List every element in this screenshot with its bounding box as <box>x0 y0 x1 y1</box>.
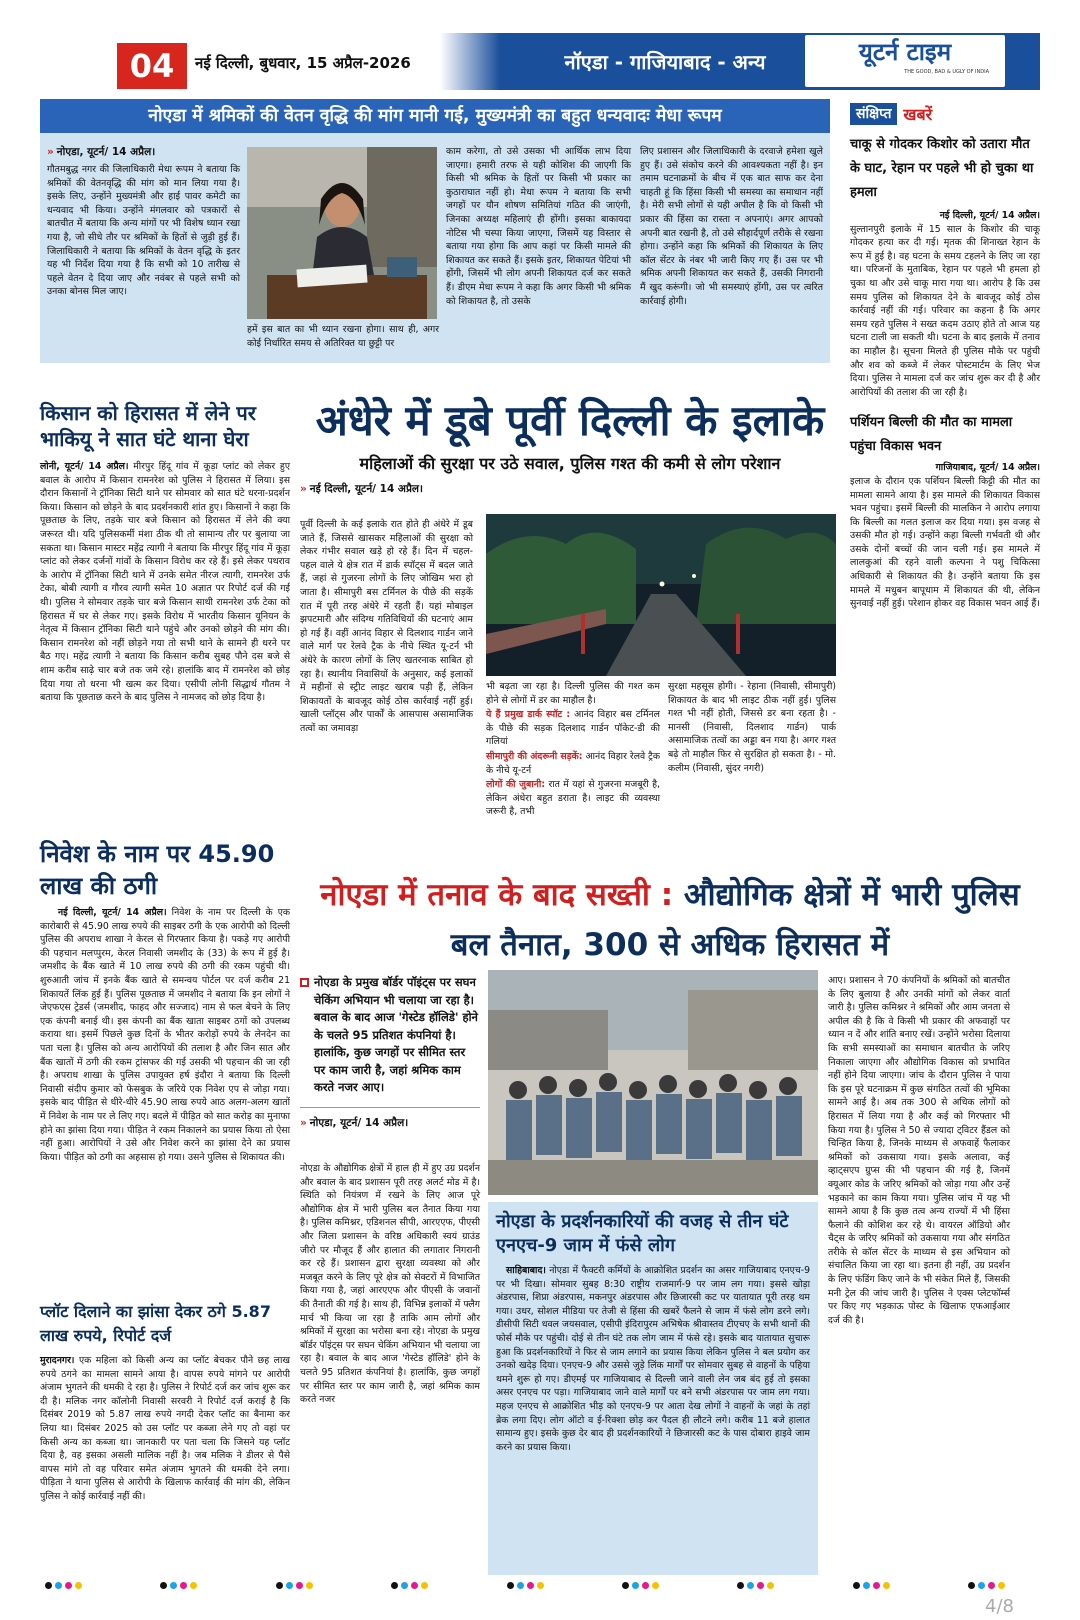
square-bullet-icon <box>300 978 309 987</box>
lead-byline: » नोएडा, यूटर्न/ 14 अप्रैल। <box>47 146 156 158</box>
brief-item-1-headline: चाकू से गोदकर किशोर को उतारा मौत के घाट, रेहान पर पहले भी हो चुका था हमला <box>850 137 1034 200</box>
masthead <box>40 33 1040 90</box>
jam-text: साहिबाबाद। नोएडा में फैक्टरी कर्मियों के आक्रोशित प्रदर्शन का असर गाजियाबाद एनएच-9 पर भी दिखा। सोमवार सुबह 8:30 राष्ट्रीय राजमार्ग-9 पर जाम लग गया। इससे खोड़ा अंडरपास, शिप्रा अंडरपास, मकनपुर अंडरपास और छिजारसी कट पर यातायात पूरी तरह थम गया। उधर, सोशल मीडिया पर तेजी से हिंसा की खबरें फैलने से जाम में फंसे लोग डरने लगे। डीसीपी सिटी धवल जयसवाल, एसीपी इंदिरापुरम अभिषेक श्रीवास्तव टीएचए के सभी थानों की फोर्स मौके पर पहुंची। दोई से तीन घंटे तक लोग जाम में फंसे रहे। इसके बाद यातायात सुचारू हुआ कि प्रदर्शनकारियों ने फिर से जाम लगाने का प्रयास किया लेकिन पुलिस ने बल प्रयोग कर उनको खदेड़ दिया। एनएच-9 और उससे जुड़े लिंक मार्गों पर सोमवार सुबह से वाहनों के पहिया थमने शुरू हो गए। डीएमई पर गाजियाबाद से दिल्ली जाने वाली लेन जब बंद हुई तो इसका असर एनएच पर पड़ा। गाजियाबाद जाने वाले मार्गों पर बने सभी अंडरपास पर जाम लग गया। महज एनएच से आक्रोशित भीड़ को एनएच-9 पर आता देख लोगों ने वाहनों के जहां के तहां ब्रेक लगा दिए। लोग ऑटो व ई-रिक्शा छोड़ कर पैदल ही लौटने लगे। करीब 11 बजे हालात सामान्य हुए। इसके कुछ देर बाद ही प्रदर्शनकारियों ने छिजारसी कट के पास दोबारा हाइवे जाम करने का प्रयास किया। <box>496 1265 810 1453</box>
andhere-story <box>300 396 840 866</box>
tanav-headline-blue: औद्योगिक क्षेत्रों में भारी पुलिस बल तैनात, 300 से अधिक हिरासत में <box>450 877 1020 963</box>
tanav-col-1: नोएडा के औद्योगिक क्षेत्रों में हाल ही में हुए उग्र प्रदर्शन और बवाल के बाद प्रशासन पूरी तरह अलर्ट मोड में है। स्थिति को नियंत्रण में रखने के लिए आज पूरे औद्योगिक क्षेत्र में भारी पुलिस बल तैनात किया गया है। पुलिस कमिश्नर, एडिशनल सीपी, आरएएफ, पीएसी और जिला प्रशासन के वरिष्ठ अधिकारी स्वयं ग्राउंड जीरो पर मौजूद हैं और हालात की लगातार निगरानी कर रहे हैं। प्रशासन द्वारा सुरक्षा व्यवस्था को और मजबूत करने के लिए पूरे क्षेत्र को सेक्टरों में विभाजित किया गया है, जहां आरएएफ और पीएसी के जवानों की तैनाती की गई है। साथ ही, विभिन्न इलाकों में फ्लैग मार्च भी किया जा रहा है ताकि आम लोगों और श्रमिकों में सुरक्षा का भरोसा बना रहे। नोएडा के प्रमुख बॉर्डर पॉइंट्स पर सघन चेकिंग अभियान भी चलाया जा रहा है। बवाल के बाद आज 'गेस्टेड हॉलिडे' होने के चलते 95 प्रतिशत कंपनियां है। हालांकि, कुछ जगहों पर सीमित स्तर पर काम जारी है, जहां श्रमिक काम करते नजर <box>300 1163 480 1406</box>
tanav-byline: » नोएडा, यूटर्न/ 14 अप्रैल। <box>300 1107 480 1130</box>
color-dots-icon <box>45 1582 82 1589</box>
jam-headline: नोएडा के प्रदर्शनकारियों की वजह से तीन घंटे एनएच-9 जाम में फंसे लोग <box>496 1211 789 1256</box>
brief-item-2-text: गाजियाबाद, यूटर्न/ 14 अप्रैल। इलाज के दौरान एक पर्शियन बिल्ली किट्टी की मौत का मामला सामने आया है। इस मामले की शिकायत विकास भवन पहुंचा। इसमें बिल्ली की मालकिन ने आरोप लगाया कि बिल्ली का गलत इलाज कर दिया गया। इस वजह से उसकी मौत हो गई। उन्होंने कहा बिल्ली गर्भवती थी और उसके दोनों बच्चों की जान चली गई। इस मामले में लालकुआं की रहने वाली कल्पना ने पशु चिकित्सा अधिकारी से शिकायत की है। उन्होंने बताया कि इस मामले में मधुबन बापूधाम में शिकायत की थी, लेकिन सुनवाई नहीं हुई। परेशान होकर वह विकास भवन आई हैं। <box>850 462 1040 610</box>
brief-item-1-text: नई दिल्ली, यूटर्न/ 14 अप्रैल। सुल्तानपुरी इलाके में 15 साल के किशोर की चाकू गोदकर हत्या कर दी गई। मृतक की शिनाख्त रेहान के रूप में हुई है। वह घटना के समय टहलने के लिए जा रहा था। परिजनों के मुताबिक, रेहान पर पहले भी हमला हो चुका था और उसे चाकू मारा गया था। आरोप है कि उस समय पुलिस को शिकायत देने के बावजूद कोई ठोस कार्रवाई नहीं की गई। परिवार का कहना है कि अगर समय रहते पुलिस ने सख्त कदम उठाए होते तो आज यह घटना टाली जा सकती थी। घटना के बाद इलाके में तनाव का माहौल है। सूचना मिलते ही पुलिस मौके पर पहुंची और शव को कब्जे में लेकर पोस्टमार्टम के लिए भेज दिया। पुलिस ने मामला दर्ज कर जांच शुरू कर दी है और आरोपियों की तलाश की जा रही है। <box>850 210 1040 398</box>
lead-col-1 <box>47 145 240 300</box>
logo-tagline: THE GOOD, BAD & UGLY OF INDIA <box>904 69 989 75</box>
brief-item-1 <box>850 133 1040 399</box>
plot-headline: प्लॉट दिलाने का झांसा देकर ठगे 5.87 लाख रुपये, रिपोर्ट दर्ज <box>40 1302 271 1345</box>
color-dots-icon <box>968 1582 1005 1589</box>
lead-col-3: काम करेगा, तो उसे उसका भी आर्थिक लाभ दिया जाएगा। हमारी तरफ से यही कोशिश की जाएगी कि किसी भी श्रमिक के हितों पर किसी भी प्रकार का कुठाराघात नहीं हो। मेधा रूपम ने बताया कि सभी जगहों पर यौन शोषण समितियां गठित की जाएंगी, जिनका अध्यक्ष महिलाएं ही होंगी। इसका बाकायदा नोटिस भी चस्पा किया जाएगा, जिसमें यह विस्तार से बताया गया होगा कि आप कहां पर किसी मामले की शिकायत कर सकते हैं। इसके इतर, शिकायत पेटियां भी होंगी, जिसमें भी लोग अपनी शिकायत दर्ज कर सकते हैं। डीएम मेधा रूपम ने कहा कि अगर किसी भी श्रमिक को शिकायत है, तो उसके <box>446 146 631 307</box>
lead-col-1-text: गौतमबुद्ध नगर की जिलाधिकारी मेधा रूपम ने बताया कि श्रमिकों की वेतनवृद्धि की मांग को मान लिया गया है। इसके लिए, उन्होंने मुख्यमंत्री और हाई पावर कमेटी का धन्यवाद भी किया। उन्होंने मंगलवार को पत्रकारों से बातचीत में बताया कि अन्य मांगों पर भी विशेष ध्यान रखा गया है, जो सीधे तौर पर श्रमिकों के हितों से जुड़ी हुई हैं। जिलाधिकारी ने बताया कि श्रमिकों के वेतन वृद्धि के इतर यह भी निर्देश दिया गया है कि सभी को 10 तारीख से पहले वेतन दे दिया जाए और नवंबर से पहले सभी को उनका बोनस मिल जाए। <box>47 164 240 298</box>
protest-crowd-photo <box>488 970 818 1195</box>
page-number: 04 <box>129 47 175 85</box>
color-dots-icon <box>737 1582 774 1589</box>
lead-col-4: लिए प्रशासन और जिलाधिकारी के दरवाजे हमेशा खुले हुए हैं। उसे संकोच करने की आवश्यकता नहीं है। इन तमाम घटनाक्रमों के बीच में एक बात साफ कर देना चाहती हूं कि हिंसा किसी भी समस्या का समाधान नहीं है। मेरी सभी लोगों से यही अपील है कि वो किसी भी प्रकार की हिंसा का रास्ता न अपनाएं। अगर आपको अपनी बात रखनी है, तो उसे सौहार्दपूर्ण तरीके से रखना होगा। उन्होंने कहा कि श्रमिकों की शिकायत के लिए कॉल सेंटर के नंबर भी जारी किए गए हैं। उस पर भी श्रमिक अपनी शिकायत कर सकते हैं, उसकी निगरानी मैं खुद करूंगी। जो भी समस्याएं होंगी, उस पर त्वरित कार्रवाई होगी। <box>640 146 823 307</box>
tanav-headline-red: नोएडा में तनाव के बाद सख्ती : <box>320 877 674 913</box>
color-dots-icon <box>853 1582 890 1589</box>
brief-label-box: संक्षिप्त <box>850 103 897 125</box>
kisan-story <box>40 400 290 706</box>
lead-headline-banner <box>40 99 830 133</box>
page-number-box <box>117 43 187 89</box>
chevron-icon: » <box>47 146 54 158</box>
lead-photo-caption: हमें इस बात का भी ध्यान रखना होगा। साथ ही, अगर कोई निर्धारित समय से अतिरिक्त या छुट्टी पर <box>247 324 439 349</box>
brief-item-2 <box>850 411 1040 611</box>
jam-box <box>488 1202 818 1575</box>
plot-text: मुरादनगर। एक महिला को किसी अन्य का प्लॉट बेचकर पौने छह लाख रुपये ठगने का मामला सामने आया है। वापस रुपये मांगने पर आरोपी अंजाम भुगतने की धमकी दे रहा है। पुलिस ने रिपोर्ट दर्ज कर जांच शुरू कर दी है। मलिक नगर कॉलोनी निवासी सरवरी ने रिपोर्ट दर्ज कराई है कि दिसंबर 2019 को 5.87 लाख रुपये नगदी देकर प्लॉट का बैनामा कर लिया था। दिसंबर 2025 को उस प्लॉट पर कब्जा लेने गए तो वहां पर किसी अन्य का कब्जा था। जानकारी पर पता चला कि जिसने यह प्लॉट दिया है, वह इसका असली मालिक नहीं है। जब मलिक ने डीलर से पैसे वापस मांगे तो वह परिवार समेत अंजाम भुगतने की धमकी देने लगा। पीड़िता ने थाना पुलिस से आरोपी के खिलाफ कार्रवाई की मांग की, लेकिन पुलिस ने कोई कार्रवाई नहीं की। <box>40 1355 290 1502</box>
chevron-icon: » <box>300 483 307 495</box>
brief-label: खबरें <box>903 105 933 124</box>
andhere-photo <box>486 514 836 676</box>
logo-box <box>805 35 1005 87</box>
color-dots-icon <box>276 1582 313 1589</box>
peoples-voice: लोगों की जुबानी: रात में यहां से गुजरना मजबूरी है, लेकिन अंधेरा बहुत डराता है। लाइट की व्यवस्था जरूरी है, तभी <box>486 779 660 818</box>
dark-street-photo <box>486 514 836 676</box>
brief-item-2-headline: पर्शियन बिल्ली की मौत का मामला पहुंचा विकास भवन <box>850 415 1013 455</box>
header-dateline: नई दिल्ली, बुधवार, 15 अप्रैल-2026 <box>195 54 411 72</box>
andhere-col-2: भी बढ़ता जा रहा है। दिल्ली पुलिस की गश्त कम होने से लोगों में डर का माहौल है। ये हैं प्रमुख डार्क स्पॉट : आनंद विहार बस टर्मिनल के पीछे की सड़क दिलशाद गार्डन पॉकेट-डी की गलियां सीमापुरी की अंदरूनी सड़कें: आनंद विहार रेलवे ट्रैक के नीचे यू-टर्न लोगों की जुबानी: रात में यहां से गुजरना मजबूरी है, लेकिन अंधेरा बहुत डराता है। लाइट की व्यवस्था जरूरी है, तभी <box>486 681 660 818</box>
page-counter: 4/8 <box>985 1596 1014 1617</box>
seemapuri: सीमापुरी की अंदरूनी सड़कें: आनंद विहार रेलवे ट्रैक के नीचे यू-टर्न <box>486 750 660 776</box>
kisan-text: लोनी, यूटर्न/ 14 अप्रैल। मीरपुर हिंदू गांव में कूड़ा प्लांट को लेकर हुए बवाल के आरोप में किसान रामनरेश को पुलिस ने हिरासत में लिया। इस दौरान किसानों ने ट्रॉनिका सिटी थाने पर सोमवार को सात घंटे धरना-प्रदर्शन किया। किसान को छोड़ने के बाद प्रदर्शनकारी शांत हुए। किसानों ने कहा कि पूछताछ के लिए, तड़के चार बजे किसान को हिरासत में लेने की क्या जरूरत थी। यदि पुलिसकर्मी मंशा ठीक थी तो सामान्य तौर पर बुलाया जा सकता था। किसान मास्टर महेंद्र त्यागी ने बताया कि मीरपुर हिंदू गांव में कूड़ा प्लांट को लेकर दर्जनों गांवों के किसान विरोध कर रहे हैं। इसे लेकर पथराव के आरोप में ट्रॉनिका सिटी थाने में उनके समेत नीरज त्यागी, रामनरेश उर्फ टेका, बोबी त्यागी व गौरव त्यागी समेत 10 अज्ञात पर रिपोर्ट दर्ज की गई थी। पुलिस ने सोमवार तड़के चार बजे किसान साथी रामनरेश उर्फ टेका को हिरासत में घर से लेकर गए। इसके विरोध में भारतीय किसान यूनियन के नेतृत्व में किसान ट्रॉनिका सिटी थाने पहुंचे और उनको छोड़ने की मांग की। किसान रामनरेश को नहीं छोड़ने गया तो सभी थाने के सामने ही धरने पर बैठ गए। महेंद्र त्यागी ने बताया कि किसान करीब सुबह पौने दस बजे से शाम करीब साढ़े चार बजे तक जमे रहे। हालांकि बाद में रामनरेश को छोड़ दिया गया तो धरना भी खत्म कर दिया। एसीपी लोनी सिद्धार्थ गौतम ने बताया कि पूछताछ करने के बाद पुलिस ने नामजद को छोड़ दिया है। <box>40 461 291 704</box>
registration-marks <box>45 1582 1005 1589</box>
official-at-desk-photo <box>247 147 437 319</box>
color-dots-icon <box>622 1582 659 1589</box>
tanav-highlight: नोएडा के प्रमुख बॉर्डर पॉइंट्स पर सघन चेकिंग अभियान भी चलाया जा रहा है। बवाल के बाद आज 'गेस्टेड हॉलिडे' होने के चलते 95 प्रतिशत कंपनियां है। हालांकि, कुछ जगहों पर सीमित स्तर पर काम जारी है, जहां श्रमिक काम करते नजर आए। <box>314 975 478 1094</box>
lead-headline: नोएडा में श्रमिकों की वेतन वृद्धि की मांग मानी गई, मुख्यमंत्री का बहुत धन्यवादः मेधा रूपम <box>148 106 722 126</box>
tanav-story <box>300 870 1040 1575</box>
chevron-icon: » <box>300 1116 307 1129</box>
tanav-col-3: आए। प्रशासन ने 70 कंपनियों के श्रमिकों को बातचीत के लिए बुलाया है और उनकी मांगों को लेकर वार्ता जारी है। पुलिस कमिश्नर ने श्रमिकों और आम जनता से अपील की है कि वे किसी भी प्रकार की अफवाहों पर ध्यान न दें और शांति बनाए रखें। उन्होंने भरोसा दिलाया कि सभी समस्याओं का समाधान बातचीत के जरिए निकाला जाएगा और औद्योगिक विकास को प्रभावित नहीं होने दिया जाएगा। जांच के दौरान पुलिस ने पाया कि इस पूरे घटनाक्रम में कुछ संगठित तत्वों की भूमिका सामने आई है। अब तक 300 से अधिक लोगों को हिरासत में लिया गया है और कई को गिरफ्तार भी किया गया है। पुलिस ने 50 से ज्यादा ट्विटर हैंडल को चिन्हित किया है, जिनके माध्यम से अफवाहें फैलाकर श्रमिकों को उकसाया गया। इसके अलावा, कई व्हाट्सएप ग्रुप्स की भी पहचान की गई है, जिनमें क्यूआर कोड के जरिए श्रमिकों को जोड़ा गया और उन्हें भड़काने का काम किया गया। पुलिस जांच में यह भी सामने आया है कि कुछ तत्व अन्य राज्यों में भी हिंसा फैलाने की कोशिश कर रहे थे। वायरल ऑडियो और चैट्स के जरिए श्रमिकों को उकसाया गया और संगठित तरीके से कॉल सेंटर के माध्यम से इस अभियान को संचालित किया जा रहा था। इतना ही नहीं, उग्र प्रदर्शन के लिए फंडिंग किए जाने के भी संकेत मिले हैं, जिसकी मनी ट्रेल की जांच जारी है। पुलिस ने एक्स प्लेटफॉर्म्स पर किए गए भड़काऊ पोस्ट के खिलाफ एफआईआर दर्ज की है। <box>828 975 1010 1326</box>
andhere-byline: » नई दिल्ली, यूटर्न/ 14 अप्रैल। <box>300 483 424 495</box>
nivesh-story <box>40 838 290 1165</box>
tanav-headline <box>300 870 1040 970</box>
tanav-photo <box>488 970 818 1195</box>
dark-spots: ये हैं प्रमुख डार्क स्पॉट : आनंद विहार बस टर्मिनल के पीछे की सड़क दिलशाद गार्डन पॉकेट-डी की गलियां <box>486 709 660 748</box>
brief-header <box>850 103 1040 125</box>
andhere-col-3: सुरक्षा महसूस होगी। - रेहाना (निवासी, सीमापुरी) शिकायत के बाद भी लाइट ठीक नहीं हुई। पुलिस गश्त भी नहीं होती, जिससे डर बना रहता है। - मानसी (निवासी, दिलशाद गार्डन) पार्क असामाजिक तत्वों का अड्डा बन गया है। अगर गश्त बढ़े तो माहौल फिर से सुरक्षित हो सकता है। - मो. कलीम (निवासी, सुंदर नगरी) <box>668 681 836 774</box>
color-dots-icon <box>507 1582 544 1589</box>
andhere-col-1: पूर्वी दिल्ली के कई इलाके रात होते ही अंधेरे में डूब जाते हैं, जिससे खासकर महिलाओं की सुरक्षा को लेकर गंभीर सवाल खड़े हो रहे हैं। दिन में चहल-पहल वाले ये क्षेत्र रात में डार्क स्पॉट्स में बदल जाते हैं, जहां से गुजरना लोगों के लिए जोखिम भरा हो जाता है। सीमापुरी बस टर्मिनल के पीछे की सड़कें रात में पूरी तरह अंधेरे में रहती हैं। यहां मोबाइल झपटमारी और संदिग्ध गतिविधियों की घटनाएं आम हो गई हैं। वहीं आनंद विहार से दिलशाद गार्डन जाने वाले मार्ग पर रेलवे ट्रैक के नीचे स्थित यू-टर्न भी अंधेरे के कारण लोगों के लिए खतरनाक साबित हो रहा है। स्थानीय निवासियों के अनुसार, कई इलाकों में महीनों से स्ट्रीट लाइट खराब पड़ी हैं, लेकिन शिकायतों के बावजूद कोई ठोस कार्रवाई नहीं हुई। खाली प्लॉट्स और पार्कों के आसपास असामाजिक तत्वों का जमावड़ा <box>300 519 473 734</box>
nivesh-text: नई दिल्ली, यूटर्न/ 14 अप्रैल। निवेश के नाम पर दिल्ली के एक कारोबारी से 45.90 लाख रुपये की साइबर ठगी के एक आरोपी को दिल्ली पुलिस की अपराध शाखा ने केरल से गिरफ्तार किया है। पकड़े गए आरोपी की पहचान मलप्पुरम, केरल निवासी जमशीद के (33) के रूप में हुई है। जमशीद के बैंक खाते में 10 लाख रुपये की ठगी की रकम पहुंची थी। शुरुआती जांच में इनके बैंक खाते से समन्वय पोर्टल पर दर्ज करीब 21 शिकायतें लिंक हुई हैं। पुलिस पूछताछ में जमशीद ने बताया कि इन लोगों ने जेएफएस ट्रेडर्स (जमशीद, फाहद और सज्जाद) नाम से फल बेचने के लिए एक कंपनी बनाई थी। इस कंपनी का बैंक खाता साइबर ठगों को उपलब्ध कराया था। इसमें पिछले कुछ दिनों के भीतर करोड़ों रुपये के लेनदेन का पता चला है। पुलिस को अन्य आरोपियों की तलाश है और जिन सात और बैंक खातों में ठगी की रकम ट्रांसफर की गई उसकी भी पहचान की जा रही है। अपराध शाखा के पुलिस उपायुक्त हर्ष इंदौरा ने बताया कि दिल्ली निवासी संदीप कुमार को फेसबुक के जरिये एक निवेश एप से जोड़ा गया। इसके बाद पीड़ित से धीरे-धीरे 45.90 लाख रुपये आठ अलग-अलग खातों में निवेश के नाम पर ले लिए गए। बदले में पीड़ित को सात करोड़ का मुनाफा होने का झांसा दिया गया। पीड़ित ने रकम निकालने का प्रयास किया तो ऐसा नहीं हुआ। आरोपियों ने उसे और निवेश करने का झांसा देने का प्रयास किया। पीड़ित को ठगी का अहसास हो गया। उसने पुलिस से शिकायत की। <box>40 907 290 1163</box>
andhere-headline: अंधेरे में डूबे पूर्वी दिल्ली के इलाके <box>315 396 825 445</box>
color-dots-icon <box>160 1582 197 1589</box>
tanav-highlight-box <box>300 974 480 1134</box>
lead-story <box>40 99 830 363</box>
color-dots-icon <box>391 1582 428 1589</box>
logo: यूटर्न टाइम <box>858 38 952 66</box>
plot-story <box>40 1300 290 1505</box>
brief-column <box>850 103 1040 863</box>
lead-photo <box>247 147 437 319</box>
header-section: नॉएडा - गाजियाबाद - अन्य <box>564 50 766 74</box>
nivesh-headline: निवेश के नाम पर 45.90 लाख की ठगी <box>40 840 275 900</box>
andhere-subhead: महिलाओं की सुरक्षा पर उठे सवाल, पुलिस गश्त की कमी से लोग परेशान <box>359 454 781 473</box>
kisan-headline: किसान को हिरासत में लेने पर भाकियू ने सात घंटे थाना घेरा <box>40 401 256 451</box>
